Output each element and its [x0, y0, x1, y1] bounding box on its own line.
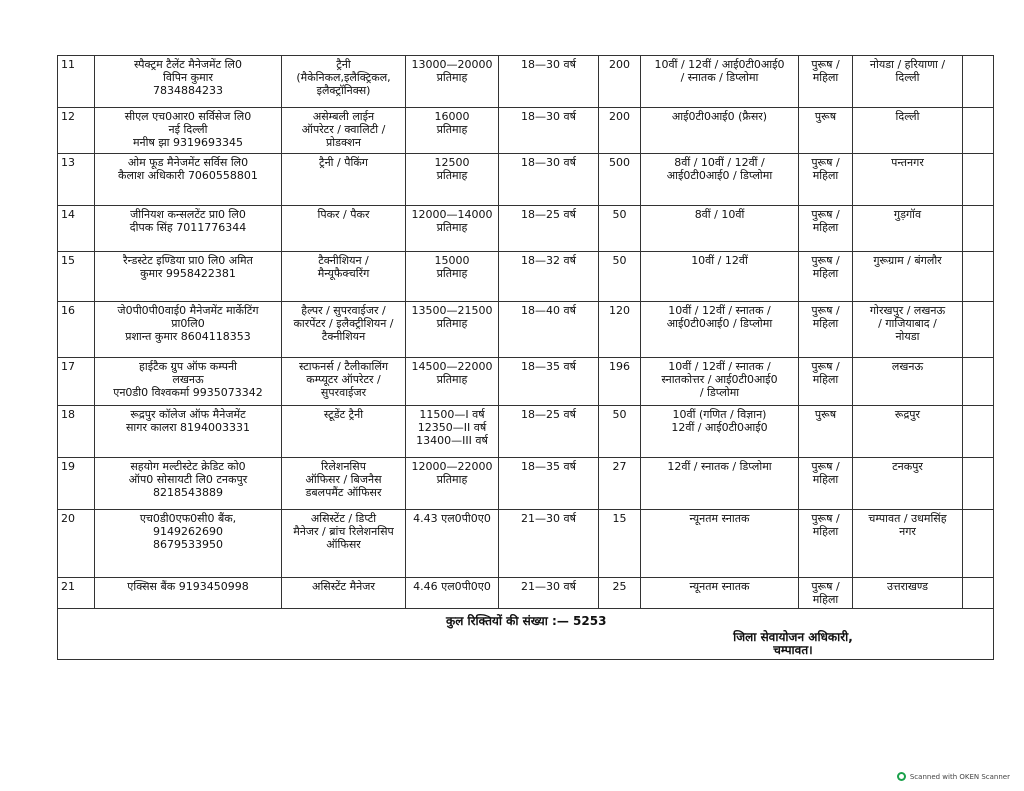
cell-qualification-line: आई0टी0आई0 / डिप्लोमा [666, 169, 773, 182]
cell-salary [406, 510, 499, 578]
cell-company-line: रूद्रपुर कॉलेज ऑफ मैनेजमेंट [130, 408, 246, 421]
cell-salary-line: प्रतिमाह [436, 473, 468, 486]
cell-gender-line: पुरूष / [811, 58, 840, 71]
cell-qualification-line: 10वीं / 12वीं / स्नातक / [668, 304, 771, 317]
cell-salary-line: प्रतिमाह [436, 373, 468, 386]
cell-vacancy-count-text: 25 [612, 580, 627, 593]
cell-location-line: उत्तराखण्ड [886, 580, 929, 593]
cell-vacancy-count-text: 200 [609, 58, 630, 71]
cell-age-limit-text: 18—35 वर्ष [521, 460, 576, 473]
cell-age-limit [499, 510, 599, 578]
cell-qualification-line: 12वीं / आई0टी0आई0 [671, 421, 768, 434]
cell-blank [963, 302, 994, 358]
cell-salary [406, 252, 499, 302]
cell-age-limit [499, 406, 599, 458]
cell-salary [406, 578, 499, 609]
cell-qualification-line: 8वीं / 10वीं [694, 208, 745, 221]
cell-post [282, 578, 406, 609]
cell-serial-number-text: 14 [61, 208, 75, 221]
cell-post-line: असेम्बली लाईन [312, 110, 375, 123]
cell-qualification [641, 510, 799, 578]
cell-age-limit-text: 21—30 वर्ष [521, 512, 576, 525]
cell-qualification [641, 578, 799, 609]
cell-gender-line: पुरूष / [811, 304, 840, 317]
cell-company-line: प्रशान्त कुमार 8604118353 [125, 330, 251, 343]
cell-salary [406, 56, 499, 108]
cell-age-limit [499, 358, 599, 406]
cell-vacancy-count [599, 154, 641, 206]
cell-salary-line: 13500—21500 [411, 304, 493, 317]
cell-location [853, 510, 963, 578]
cell-vacancy-count-text: 50 [612, 408, 627, 421]
cell-vacancy-count-text: 120 [609, 304, 630, 317]
cell-gender [799, 206, 853, 252]
cell-company-line: ओम फूड मैनेजमेंट सर्विस लि0 [127, 156, 249, 169]
cell-age-limit-text: 18—25 वर्ष [521, 408, 576, 421]
cell-salary-line: 16000 [434, 110, 470, 123]
cell-salary [406, 458, 499, 510]
cell-vacancy-count [599, 510, 641, 578]
cell-post-line: स्टूडेंट ट्रैनी [323, 408, 364, 421]
table-row [58, 458, 994, 510]
cell-company-line: 7834884233 [153, 84, 223, 97]
cell-company-line: 8218543889 [153, 486, 223, 499]
cell-blank [963, 578, 994, 609]
cell-location [853, 108, 963, 154]
cell-location-line: चम्पावत / उधमसिंह [868, 512, 947, 525]
cell-company [95, 302, 282, 358]
footer-cell [58, 609, 994, 660]
cell-serial-number [58, 358, 95, 406]
cell-gender-line: महिला [812, 373, 839, 386]
cell-serial-number-text: 16 [61, 304, 75, 317]
cell-gender [799, 302, 853, 358]
cell-blank [963, 510, 994, 578]
cell-location-line: नगर [899, 525, 916, 538]
cell-serial-number [58, 56, 95, 108]
cell-post-line: कम्प्यूटर ऑपरेटर / [306, 373, 381, 386]
cell-post-line: टैक्नीशियन / [318, 254, 369, 267]
cell-qualification [641, 154, 799, 206]
cell-location-line: टनकपुर [892, 460, 923, 473]
cell-post [282, 154, 406, 206]
cell-qualification-line: 8वीं / 10वीं / 12वीं / [674, 156, 765, 169]
cell-company-line: स्पैक्ट्रम टैलेंट मैनेजमेंट लि0 [134, 58, 242, 71]
cell-company-line: 8679533950 [153, 538, 223, 551]
cell-qualification-line: 10वीं / 12वीं / आई0टी0आई0 [654, 58, 785, 71]
cell-serial-number [58, 206, 95, 252]
cell-post [282, 358, 406, 406]
scanner-watermark-text: Scanned with OKEN Scanner [909, 772, 1010, 781]
cell-vacancy-count-text: 50 [612, 208, 627, 221]
cell-salary-line: प्रतिमाह [436, 221, 468, 234]
cell-salary-line: प्रतिमाह [436, 169, 468, 182]
cell-gender [799, 458, 853, 510]
cell-company [95, 578, 282, 609]
cell-qualification-line: स्नातकोत्तर / आई0टी0आई0 [661, 373, 778, 386]
cell-gender-line: पुरूष / [811, 208, 840, 221]
cell-location [853, 302, 963, 358]
cell-vacancy-count-text: 50 [612, 254, 627, 267]
cell-serial-number [58, 252, 95, 302]
cell-qualification [641, 206, 799, 252]
cell-gender-line: पुरूष / [811, 512, 840, 525]
cell-salary-line: 12500 [434, 156, 470, 169]
cell-qualification-line: 10वीं (गणित / विज्ञान) [672, 408, 767, 421]
cell-salary-line: 13000—20000 [411, 58, 493, 71]
cell-age-limit-text: 18—40 वर्ष [521, 304, 576, 317]
cell-salary [406, 108, 499, 154]
cell-qualification-line: 12वीं / स्नातक / डिप्लोमा [667, 460, 772, 473]
cell-company-line: नई दिल्ली [168, 123, 208, 136]
cell-vacancy-count [599, 252, 641, 302]
cell-post-line: सुपरवाईजर [320, 386, 367, 399]
table-row [58, 510, 994, 578]
cell-serial-number-text: 15 [61, 254, 75, 267]
cell-location-line: दिल्ली [895, 71, 920, 84]
cell-vacancy-count [599, 578, 641, 609]
table-row [58, 578, 994, 609]
cell-blank [963, 108, 994, 154]
cell-blank [963, 56, 994, 108]
scanner-logo-icon [897, 772, 906, 781]
cell-vacancy-count-text: 200 [609, 110, 630, 123]
cell-gender-line: महिला [812, 221, 839, 234]
scanner-watermark [897, 772, 1010, 781]
cell-location-line: नोयडा [895, 330, 920, 343]
cell-serial-number [58, 578, 95, 609]
table-row [58, 358, 994, 406]
cell-location [853, 56, 963, 108]
cell-vacancy-count [599, 206, 641, 252]
cell-post-line: स्टाफनर्स / टैलीकालिंग [298, 360, 389, 373]
cell-vacancy-count [599, 108, 641, 154]
cell-salary [406, 406, 499, 458]
cell-salary-line: 14500—22000 [411, 360, 493, 373]
cell-qualification-line: 10वीं / 12वीं [691, 254, 748, 267]
cell-post-line: इलैक्ट्रॉनिक्स) [316, 84, 371, 97]
cell-company [95, 206, 282, 252]
cell-qualification-line: आई0टी0आई0 / डिप्लोमा [666, 317, 773, 330]
cell-qualification [641, 406, 799, 458]
cell-salary-line: 12000—14000 [411, 208, 493, 221]
cell-company-line: प्रा0लि0 [171, 317, 205, 330]
cell-gender [799, 108, 853, 154]
cell-salary [406, 302, 499, 358]
cell-post-line: पिकर / पैकर [317, 208, 370, 221]
cell-salary-line: 13400—III वर्ष [416, 434, 488, 447]
table-row [58, 406, 994, 458]
cell-serial-number-text: 13 [61, 156, 75, 169]
cell-qualification-line: न्यूनतम स्नातक [689, 512, 750, 525]
table-row [58, 154, 994, 206]
cell-company [95, 358, 282, 406]
cell-company-line: विपिन कुमार [162, 71, 214, 84]
cell-age-limit-text: 18—30 वर्ष [521, 58, 576, 71]
cell-gender-line: पुरूष / [811, 156, 840, 169]
cell-company [95, 406, 282, 458]
cell-gender [799, 358, 853, 406]
cell-company-line: सागर कालरा 8194003331 [125, 421, 251, 434]
cell-vacancy-count-text: 500 [609, 156, 630, 169]
cell-company-line: सीएल एच0आर0 सर्विसेज लि0 [124, 110, 252, 123]
table-row [58, 252, 994, 302]
cell-company-line: सहयोग मल्टीस्टेट क्रेडिट को0 [130, 460, 246, 473]
cell-location-line: पन्तनगर [891, 156, 924, 169]
cell-vacancy-count [599, 302, 641, 358]
cell-post [282, 206, 406, 252]
cell-gender [799, 252, 853, 302]
cell-company [95, 458, 282, 510]
cell-vacancy-count-text: 27 [612, 460, 627, 473]
cell-post-line: कारपेंटर / इलैक्ट्रीशियन / [293, 317, 394, 330]
cell-salary-line: 4.46 एल0पी0ए0 [413, 580, 491, 593]
cell-age-limit-text: 18—30 वर्ष [521, 156, 576, 169]
cell-company-line: हाईटैक ग्रुप ऑफ कम्पनी [139, 360, 237, 373]
cell-gender-line: महिला [812, 169, 839, 182]
cell-post-line: टैक्नीशियन [321, 330, 366, 343]
cell-vacancy-count-text: 196 [609, 360, 630, 373]
cell-post-line: ऑफिसर [326, 538, 361, 551]
cell-company-line: एक्सिस बैंक 9193450998 [127, 580, 249, 593]
cell-blank [963, 358, 994, 406]
cell-post-line: मैनेजर / ब्रांच रिलेशनसिप [293, 525, 394, 538]
cell-location-line: दिल्ली [895, 110, 920, 123]
cell-post-line: हैल्पर / सुपरवाईजर / [301, 304, 386, 317]
cell-age-limit [499, 252, 599, 302]
cell-gender-line: पुरूष / [811, 460, 840, 473]
table-row [58, 302, 994, 358]
cell-gender [799, 406, 853, 458]
cell-post-line: (मैकेनिकल,इलैक्ट्रिकल, [296, 71, 391, 84]
cell-company-line: रैन्डस्टेट इण्डिया प्रा0 लि0 अमित [123, 254, 253, 267]
cell-company [95, 154, 282, 206]
cell-gender-line: महिला [812, 593, 839, 606]
vacancy-table [57, 55, 994, 660]
cell-gender-line: पुरूष / [811, 360, 840, 373]
cell-company [95, 510, 282, 578]
cell-post-line: मैन्यूफैक्चरिंग [317, 267, 370, 280]
cell-post-line: ऑपरेटर / क्वालिटी / [301, 123, 386, 136]
officer-signature-block [713, 631, 873, 657]
cell-post [282, 108, 406, 154]
cell-gender-line: महिला [812, 525, 839, 538]
cell-salary-line: प्रतिमाह [436, 123, 468, 136]
cell-salary-line: प्रतिमाह [436, 317, 468, 330]
cell-company [95, 108, 282, 154]
cell-qualification-line: न्यूनतम स्नातक [689, 580, 750, 593]
cell-post-line: ट्रैनी [336, 58, 351, 71]
cell-post-line: असिस्टेंट / डिप्टी [310, 512, 377, 525]
cell-gender [799, 154, 853, 206]
cell-post-line: रिलेशनसिप [321, 460, 366, 473]
cell-gender-line: महिला [812, 317, 839, 330]
cell-serial-number [58, 510, 95, 578]
cell-post [282, 458, 406, 510]
cell-gender [799, 578, 853, 609]
cell-vacancy-count-text: 15 [612, 512, 627, 525]
cell-age-limit-text: 18—25 वर्ष [521, 208, 576, 221]
table-row [58, 56, 994, 108]
cell-company [95, 56, 282, 108]
cell-serial-number [58, 108, 95, 154]
table-row [58, 108, 994, 154]
cell-serial-number-text: 21 [61, 580, 75, 593]
cell-age-limit-text: 18—35 वर्ष [521, 360, 576, 373]
cell-salary-line: प्रतिमाह [436, 71, 468, 84]
table-footer-row [58, 609, 994, 660]
cell-company-line: एन0डी0 विश्वकर्मा 9935073342 [113, 386, 263, 399]
vacancy-rows [58, 56, 994, 609]
cell-age-limit [499, 458, 599, 510]
cell-blank [963, 154, 994, 206]
officer-place: चम्पावत। [773, 643, 813, 657]
cell-gender-line: पुरूष [814, 408, 837, 421]
cell-age-limit-text: 18—32 वर्ष [521, 254, 576, 267]
cell-location [853, 154, 963, 206]
cell-company-line: कुमार 9958422381 [140, 267, 236, 280]
cell-post [282, 510, 406, 578]
cell-qualification [641, 108, 799, 154]
cell-location [853, 406, 963, 458]
cell-vacancy-count [599, 458, 641, 510]
cell-location-line: लखनऊ [891, 360, 924, 373]
cell-qualification [641, 358, 799, 406]
cell-salary-line: 15000 [434, 254, 470, 267]
cell-company-line: 9149262690 [153, 525, 223, 538]
cell-blank [963, 252, 994, 302]
cell-post-line: ट्रैनी / पैकिंग [319, 156, 368, 169]
cell-serial-number-text: 11 [61, 58, 75, 71]
cell-location-line: रूद्रपुर [894, 408, 921, 421]
cell-gender-line: पुरूष [814, 110, 837, 123]
cell-post-line: डबलपमैंट ऑफिसर [305, 486, 382, 499]
cell-serial-number-text: 12 [61, 110, 75, 123]
cell-salary [406, 358, 499, 406]
cell-location-line: / गाजियाबाद / [878, 317, 937, 330]
cell-salary-line: 4.43 एल0पी0ए0 [413, 512, 491, 525]
cell-location [853, 578, 963, 609]
cell-serial-number-text: 19 [61, 460, 75, 473]
cell-serial-number-text: 18 [61, 408, 75, 421]
cell-serial-number-text: 17 [61, 360, 75, 373]
cell-qualification-line: / स्नातक / डिप्लोमा [680, 71, 759, 84]
cell-post [282, 302, 406, 358]
cell-company-line: कैलाश अधिकारी 7060558801 [118, 169, 258, 182]
cell-vacancy-count [599, 358, 641, 406]
cell-serial-number [58, 302, 95, 358]
cell-company-line: लखनऊ [172, 373, 204, 386]
cell-post-line: प्रोडक्शन [326, 136, 361, 149]
cell-post [282, 406, 406, 458]
cell-gender-line: महिला [812, 473, 839, 486]
cell-location [853, 252, 963, 302]
cell-post-line: ऑफिसर / बिजनैस [305, 473, 382, 486]
cell-location [853, 458, 963, 510]
cell-gender [799, 56, 853, 108]
cell-post [282, 252, 406, 302]
cell-salary-line: 12350—II वर्ष [417, 421, 487, 434]
cell-age-limit-text: 21—30 वर्ष [521, 580, 576, 593]
cell-qualification-line: 10वीं / 12वीं / स्नातक / [668, 360, 771, 373]
cell-company-line: ऑप0 सोसायटी लि0 टनकपुर [128, 473, 248, 486]
cell-qualification [641, 302, 799, 358]
cell-age-limit [499, 578, 599, 609]
cell-qualification-line: / डिप्लोमा [699, 386, 740, 399]
cell-age-limit [499, 154, 599, 206]
cell-gender-line: पुरूष / [811, 254, 840, 267]
cell-gender-line: महिला [812, 267, 839, 280]
cell-salary-line: प्रतिमाह [436, 267, 468, 280]
cell-gender-line: पुरूष / [811, 580, 840, 593]
cell-age-limit [499, 206, 599, 252]
cell-age-limit [499, 302, 599, 358]
cell-post-line: असिस्टेंट मैनेजर [312, 580, 375, 593]
cell-qualification [641, 458, 799, 510]
cell-salary [406, 154, 499, 206]
cell-salary-line: 12000—22000 [411, 460, 493, 473]
table-row [58, 206, 994, 252]
cell-blank [963, 206, 994, 252]
cell-salary-line: 11500—I वर्ष [419, 408, 485, 421]
cell-vacancy-count [599, 406, 641, 458]
cell-serial-number-text: 20 [61, 512, 75, 525]
cell-serial-number [58, 406, 95, 458]
cell-company-line: मनीष झा 9319693345 [132, 136, 244, 149]
cell-qualification [641, 252, 799, 302]
cell-company-line: एच0डी0एफ0सी0 बैंक, [139, 512, 237, 525]
cell-location-line: गोरखपुर / लखनऊ [869, 304, 946, 317]
cell-post [282, 56, 406, 108]
cell-company-line: दीपक सिंह 7011776344 [129, 221, 247, 234]
cell-company-line: जीनियश कन्सलटेंट प्रा0 लि0 [130, 208, 246, 221]
cell-company-line: जे0पी0पी0वाई0 मैनेजमेंट मार्केटिंग [117, 304, 259, 317]
cell-location-line: नोयडा / हरियाणा / [869, 58, 946, 71]
cell-vacancy-count [599, 56, 641, 108]
cell-age-limit-text: 18—30 वर्ष [521, 110, 576, 123]
cell-salary [406, 206, 499, 252]
total-vacancies: कुल रिक्तियों की संख्या :— 5253 [446, 614, 607, 628]
cell-blank [963, 406, 994, 458]
cell-serial-number [58, 154, 95, 206]
cell-serial-number [58, 458, 95, 510]
cell-blank [963, 458, 994, 510]
cell-age-limit [499, 56, 599, 108]
cell-location-line: गुड़गॉव [893, 208, 922, 221]
officer-title: जिला सेवायोजन अधिकारी, [733, 630, 853, 644]
cell-company [95, 252, 282, 302]
cell-qualification [641, 56, 799, 108]
cell-location [853, 206, 963, 252]
cell-qualification-line: आई0टी0आई0 (फ्रैसर) [671, 110, 768, 123]
cell-location-line: गुरूग्राम / बंगलौर [873, 254, 942, 267]
cell-gender-line: महिला [812, 71, 839, 84]
cell-gender [799, 510, 853, 578]
cell-age-limit [499, 108, 599, 154]
cell-location [853, 358, 963, 406]
